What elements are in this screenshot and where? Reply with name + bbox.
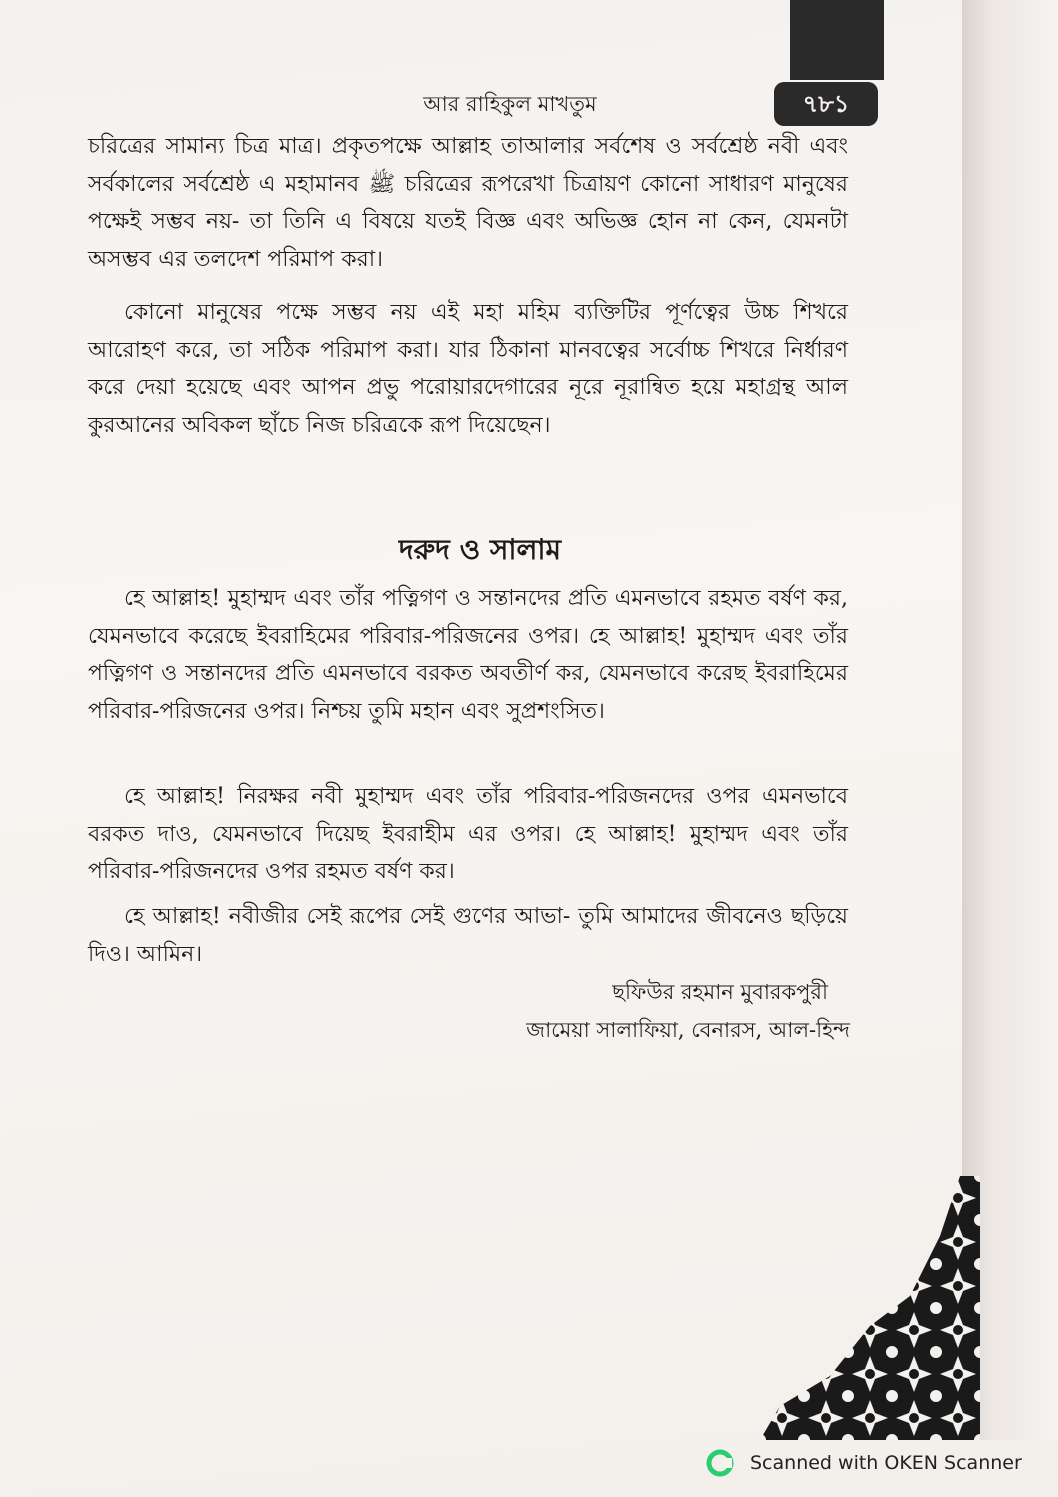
running-header-title: আর রাহিকুল মাখতুম xyxy=(423,92,597,116)
page-number-badge: ৭৮১ xyxy=(774,82,878,126)
paragraph-2: কোনো মানুষের পক্ষে সম্ভব নয় এই মহা মহিম ব্যক্তিটির পূর্ণত্বের উচ্চ শিখরে আরোহণ করে, তা সঠিক পরিমাপ করা। যার ঠিকানা মানবত্বের সর্বোচ্চ শিখরে নির্ধারণ করে দেয়া হয়েছে এবং আপন প্রভু পরোয়ারদেগারের নূরে নূরান্বিত হয়ে মহাগ্রন্থ আল কুরআনের অবিকল ছাঁচে নিজ চরিত্রকে রূপ দিয়েছেন। xyxy=(88,300,848,438)
scanner-watermark-text: Scanned with OKEN Scanner xyxy=(750,1452,1022,1474)
paragraph-1: চরিত্রের সামান্য চিত্র মাত্র। প্রকৃতপক্ষে আল্লাহ তাআলার সর্বশেষ ও সর্বশ্রেষ্ঠ নবী এবং সর্বকালের সর্বশ্রেষ্ঠ এ মহামানব ﷺ চরিত্রের রূপরেখা চিত্রায়ণ কোনো সাধারণ মানুষের পক্ষেই সম্ভব নয়- তা তিনি এ বিষয়ে যতই বিজ্ঞ এবং অভিজ্ঞ হোন না কেন, যেমনটা অসম্ভব এর তলদেশ পরিমাপ করা। xyxy=(88,134,848,272)
signature-institution: জামেয়া সালাফিয়া, বেনারস, আল-হিন্দ xyxy=(526,1018,850,1042)
oken-scanner-logo-icon xyxy=(706,1449,734,1477)
islamic-geometric-pattern-icon xyxy=(760,1176,980,1440)
paragraph-5: হে আল্লাহ! নবীজীর সেই রূপের সেই গুণের আভা- তুমি আমাদের জীবনেও ছড়িয়ে দিও। আমিন। xyxy=(88,904,848,967)
scanner-watermark xyxy=(706,1448,1022,1478)
section-heading: দরুদ ও সালাম xyxy=(398,533,562,566)
page-tab xyxy=(790,0,884,80)
paragraph-4: হে আল্লাহ! নিরক্ষর নবী মুহাম্মদ এবং তাঁর পরিবার-পরিজনদের ওপর এমনভাবে বরকত দাও, যেমনভাবে দিয়েছ ইবরাহীম এর ওপর। হে আল্লাহ! মুহাম্মদ এবং তাঁর পরিবার-পরিজনদের ওপর রহমত বর্ষণ কর। xyxy=(88,784,848,884)
paragraph-3: হে আল্লাহ! মুহাম্মদ এবং তাঁর পত্নিগণ ও সন্তানদের প্রতি এমনভাবে রহমত বর্ষণ কর, যেমনভাবে করেছে ইবরাহিমের পরিবার-পরিজনের ওপর। হে আল্লাহ! মুহাম্মদ এবং তাঁর পত্নিগণ ও সন্তানদের প্রতি এমনভাবে বরকত অবতীর্ণ কর, যেমনভাবে করেছ ইবরাহিমের পরিবার-পরিজনের ওপর। নিশ্চয় তুমি মহান এবং সুপ্রশংসিত। xyxy=(88,586,848,724)
signature-author: ছফিউর রহমান মুবারকপুরী xyxy=(612,980,828,1004)
